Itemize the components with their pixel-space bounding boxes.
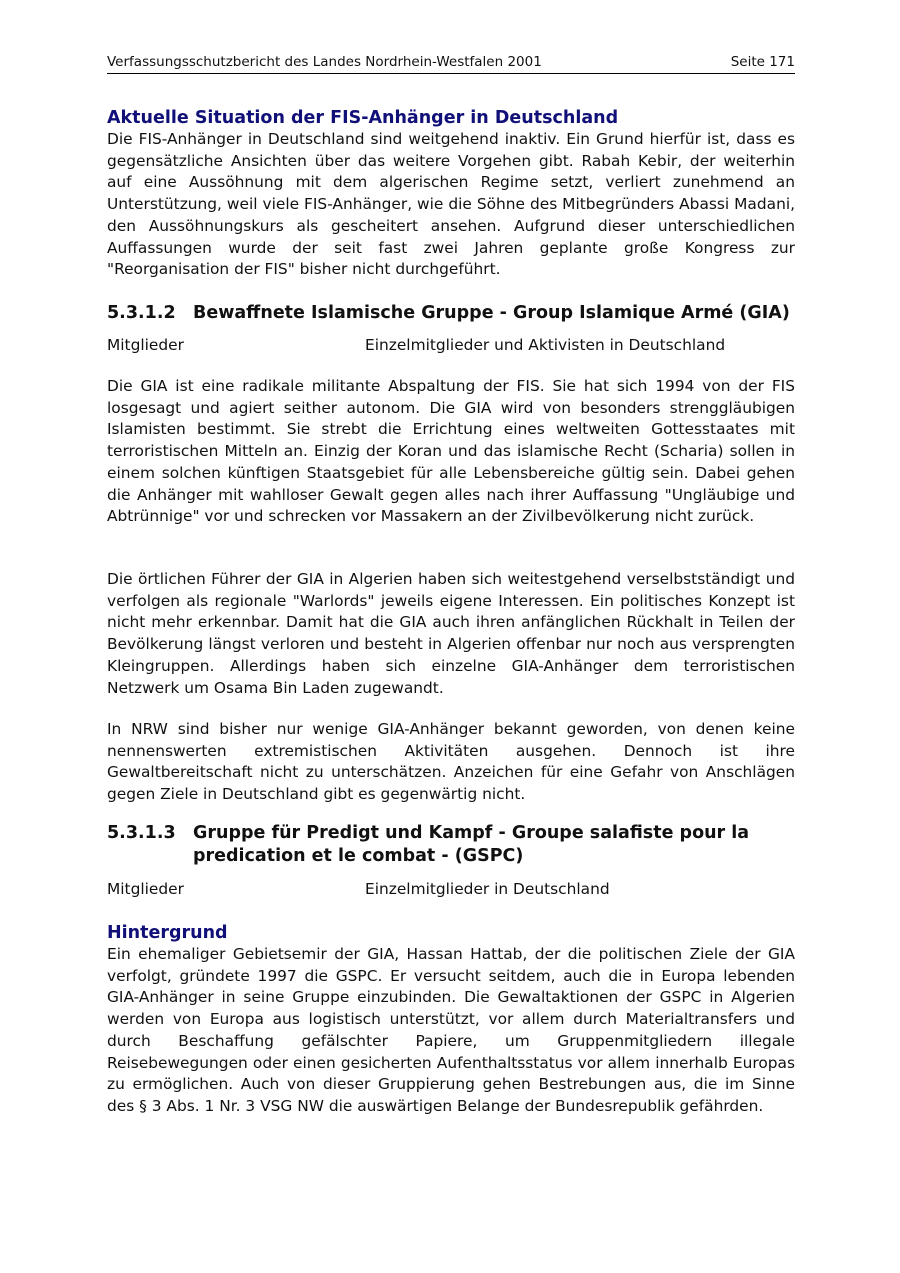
gia-paragraph-2 (107, 569, 795, 699)
fis-section (107, 107, 795, 281)
gspc-members-value: Einzelmitglieder in Deutschland (365, 880, 610, 898)
gspc-title-line1: Gruppe für Predigt und Kampf - Groupe salafiste pour la (193, 823, 750, 843)
gia-text-3: In NRW sind bisher nur wenige GIA-Anhänger bekannt geworden, von denen keine nennenswerten extremistischen Aktivitäten ausgehen. Dennoch ist ihre Gewaltbereitschaft nicht zu unterschätzen. Anzeichen für eine Gefahr von Anschlägen gegen Ziele in Deutschland gibt es gegenwärtig nicht. (107, 720, 795, 804)
gia-section-number: 5.3.1.2 (107, 303, 176, 323)
gspc-members-row (107, 879, 795, 901)
background-heading: Hintergrund (107, 923, 228, 943)
gspc-members-label: Mitglieder (107, 880, 184, 898)
gspc-section-number: 5.3.1.3 (107, 823, 176, 843)
gia-paragraph-1 (107, 376, 795, 528)
gia-section-title: Bewaffnete Islamische Gruppe - Group Islamique Armé (GIA) (193, 303, 790, 323)
gia-members-row (107, 335, 795, 357)
gia-members-label: Mitglieder (107, 336, 184, 354)
gia-members-value: Einzelmitglieder und Aktivisten in Deutschland (365, 336, 726, 354)
gia-text-2: Die örtlichen Führer der GIA in Algerien haben sich weitestgehend verselbstständigt und verfolgen als regionale "Warlords" jeweils eigene Interessen. Ein politisches Konzept ist nicht mehr erkennbar. Damit hat die GIA auch ihren anfänglichen Rückhalt in Teilen der Bevölkerung längst verloren und besteht in Algerien offenbar nur noch aus versprengten Kleingruppen. Allerdings haben sich einzelne GIA-Anhänger dem terroristischen Netzwerk um Osama Bin Laden zugewandt. (107, 570, 795, 697)
header-title: Verfassungsschutzbericht des Landes Nordrhein-Westfalen 2001 (107, 54, 542, 70)
gia-paragraph-3 (107, 719, 795, 806)
fis-paragraph: Die FIS-Anhänger in Deutschland sind weitgehend inaktiv. Ein Grund hierfür ist, dass es gegensätzliche Ansichten über das weitere Vorgehen gibt. Rabah Kebir, der weiterhin auf eine Aussöhnung mit dem algerischen Regime setzt, verliert zunehmend an Unterstützung, weil viele FIS-Anhänger, wie die Söhne des Mitbegründers Abassi Madani, den Aussöhnungskurs als gescheitert ansehen. Aufgrund dieser unterschiedlichen Auffassungen wurde der seit fast zwei Jahren geplante große Kongress zur "Reorganisation der FIS" bisher nicht durchgeführt. (107, 130, 795, 279)
background-paragraph: Ein ehemaliger Gebietsemir der GIA, Hassan Hattab, der die politischen Ziele der GIA verfolgt, gründete 1997 die GSPC. Er versucht seitdem, auch die in Europa lebenden GIA-Anhänger in seine Gruppe einzubinden. Die Gewaltaktionen der GSPC in Algerien werden von Europa aus logistisch unterstützt, vor allem durch Materialtransfers und durch Beschaffung gefälschter Papiere, um Gruppenmitgliedern illegale Reisebewegungen oder einen gesicherten Aufenthaltsstatus vor allem innerhalb Europas zu ermöglichen. Auch von dieser Gruppierung gehen Bestrebungen aus, die im Sinne des § 3 Abs. 1 Nr. 3 VSG NW die auswärtigen Belange der Bundesrepublik gefährden. (107, 945, 795, 1115)
page-number: Seite 171 (730, 54, 795, 70)
gia-text-1: Die GIA ist eine radikale militante Abspaltung der FIS. Sie hat sich 1994 von der FIS losgesagt und agiert seither autonom. Die GIA wird von besonders strenggläubigen Islamisten bestimmt. Sie strebt die Errichtung eines weltweiten Gottesstaates mit terroristischen Mitteln an. Einzig der Koran und das islamische Recht (Scharia) sollen in einem solchen künftigen Staatsgebiet für alle Lebensbereiche gültig sein. Dabei gehen die Anhänger mit wahlloser Gewalt gegen alles nach ihrer Auffassung "Ungläubige und Abtrünnige" vor und schrecken vor Massakern an der Zivilbevölkerung nicht zurück. (107, 377, 795, 526)
page-header (107, 53, 795, 74)
fis-heading: Aktuelle Situation der FIS-Anhänger in Deutschland (107, 108, 619, 128)
gspc-title-line2: predication et le combat - (GSPC) (193, 846, 524, 866)
gspc-background (107, 922, 795, 1118)
gia-section-heading (107, 302, 795, 325)
gspc-section-heading (107, 822, 795, 868)
